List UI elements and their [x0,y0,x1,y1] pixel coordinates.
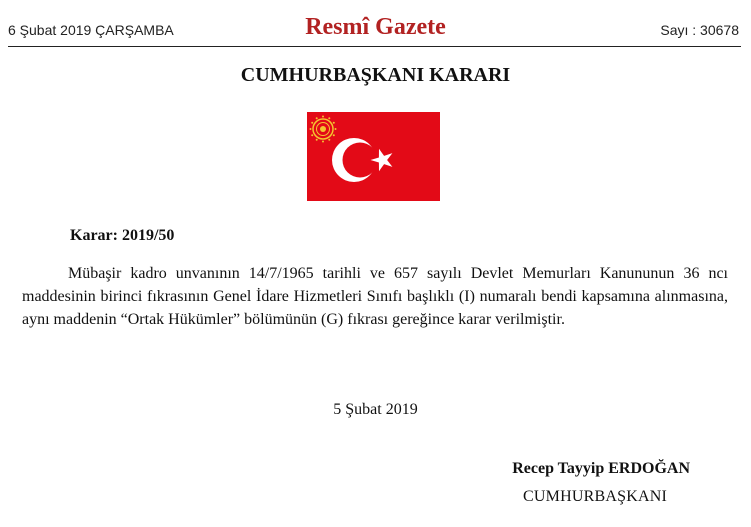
header-date: 6 Şubat 2019 ÇARŞAMBA [8,22,174,38]
decision-body: Mübaşir kadro unvanının 14/7/1965 tarihli ve 657 sayılı Devlet Memurları Kanununun 36 ncı maddesinin birinci fıkrasının Genel İdare Hizmetleri Sınıfı başlıklı (I) numaralı bendi kapsamına alınmasına, aynı maddenin “Ortak Hükümler” bölümünün (G) fıkrası gereğince karar verilmiştir. [22,265,728,328]
signer-title: CUMHURBAŞKANI [523,488,667,505]
gazette-title: Resmî Gazete [305,14,446,40]
issue-number: Sayı : 30678 [660,22,739,38]
flag-icon [307,112,440,201]
header-divider [8,46,741,47]
document-title: CUMHURBAŞKANI KARARI [240,64,511,86]
signer-name: Recep Tayyip ERDOĞAN [512,460,690,477]
decision-number: Karar: 2019/50 [70,227,175,244]
decision-date: 5 Şubat 2019 [333,401,418,418]
